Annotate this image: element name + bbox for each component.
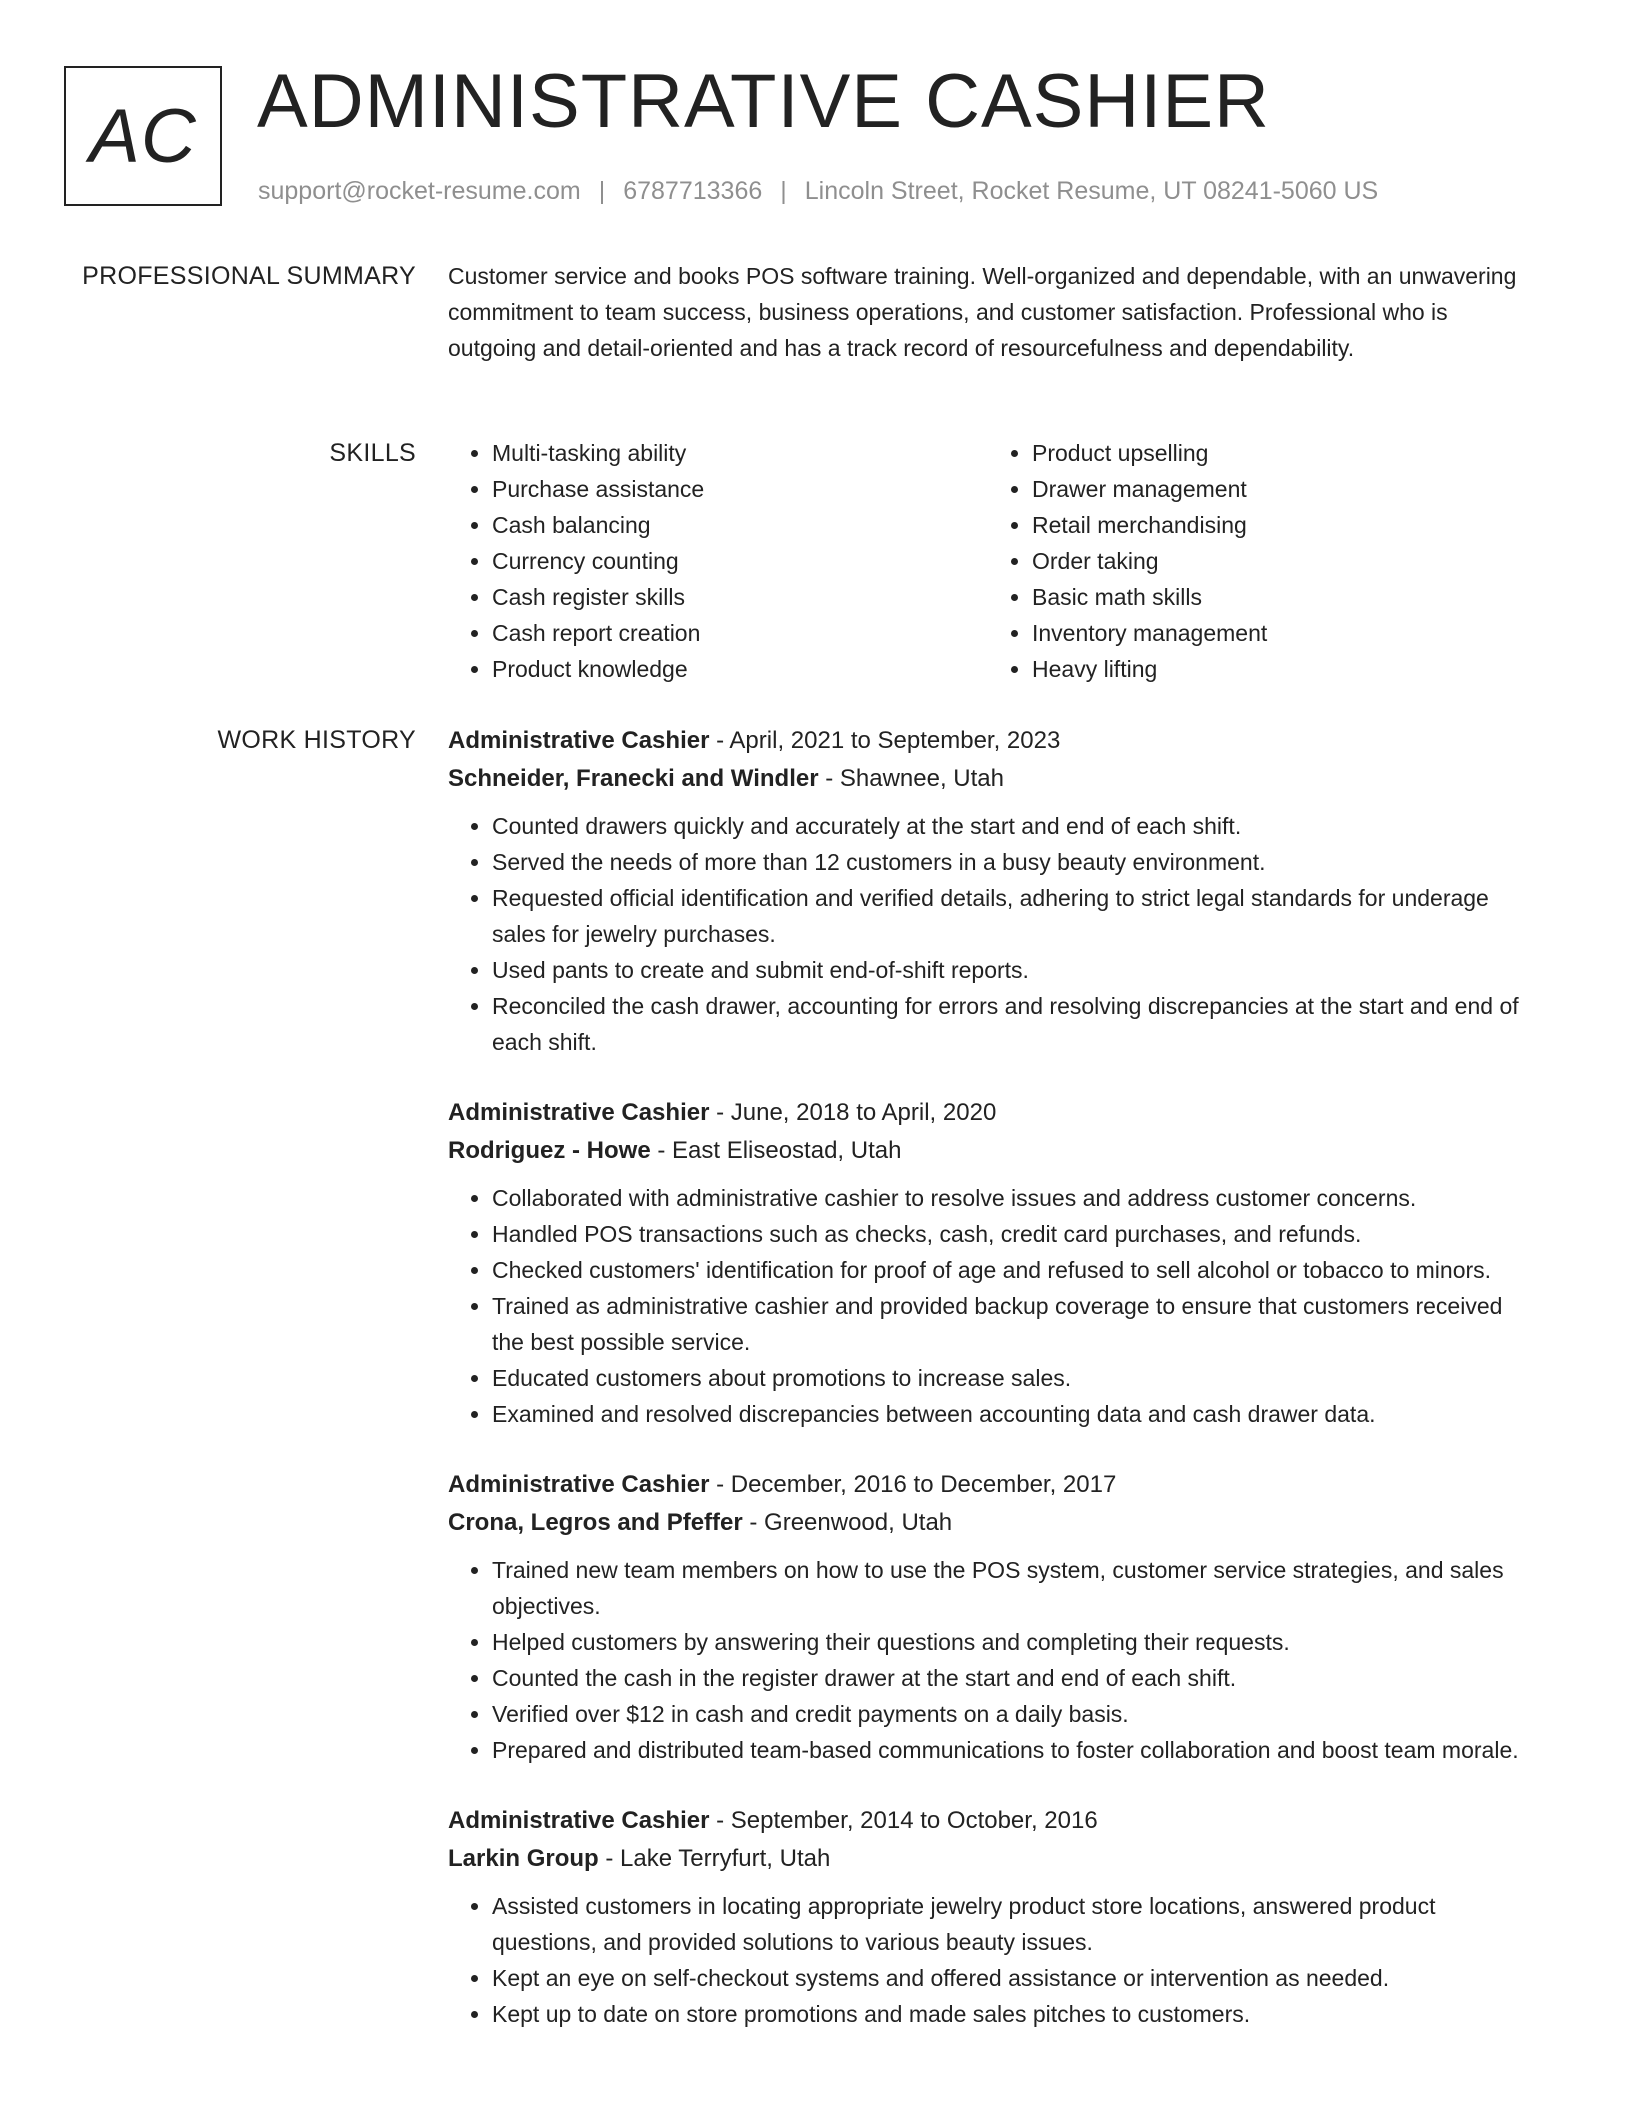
job-bullet: • Examined and resolved discrepancies between accounting data and cash drawer data. [492,1396,1528,1432]
job-bullet: • Served the needs of more than 12 customers in a busy beauty environment. [492,844,1528,880]
job-bullets [448,808,1528,1060]
skill-item: • Multi-tasking ability [492,435,988,471]
job-company: Crona, Legros and Pfeffer [448,1509,743,1536]
skill-item: • Cash report creation [492,615,988,651]
contact-email: support@rocket-resume.com [258,177,581,205]
job-title-line [448,722,1528,760]
job-location: - Lake Terryfurt, Utah [598,1845,831,1872]
job-entry [448,722,1528,1060]
job-location: - East Eliseostad, Utah [650,1137,902,1164]
job-company-line [448,1840,1528,1878]
job-dates: - June, 2018 to April, 2020 [709,1099,997,1126]
work-history-heading: WORK HISTORY [217,726,416,754]
contact-address: Lincoln Street, Rocket Resume, UT 08241-5060 US [804,177,1379,205]
skill-item: • Cash register skills [492,579,988,615]
job-title: Administrative Cashier [448,727,710,754]
skill-item: • Product upselling [1032,435,1528,471]
job-location: - Shawnee, Utah [818,765,1004,792]
job-company: Larkin Group [448,1845,599,1872]
contact-phone: 6787713366 [623,177,763,205]
job-bullet: • Kept up to date on store promotions and made sales pitches to customers. [492,1996,1528,2032]
skill-item: • Heavy lifting [1032,651,1528,687]
job-title: Administrative Cashier [448,1807,710,1834]
job-bullet: • Kept an eye on self-checkout systems and offered assistance or intervention as needed. [492,1960,1528,1996]
job-dates: - April, 2021 to September, 2023 [709,727,1061,754]
monogram-badge [64,66,222,206]
job-bullet: • Used pants to create and submit end-of-shift reports. [492,952,1528,988]
contact-line [258,174,1378,208]
summary-text: Customer service and books POS software training. Well-organized and dependable, with an unwavering commitment to team success, business operations, and customer satisfaction. Professional who is outgoing and detail-oriented and has a track record of resourcefulness and dependability. [448,263,1517,361]
contact-separator: | [780,177,787,205]
skill-item: • Drawer management [1032,471,1528,507]
job-company-line [448,1132,1528,1170]
job-bullet: • Requested official identification and verified details, adhering to strict legal standards for underage sales for jewelry purchases. [492,880,1528,952]
skills-heading: SKILLS [329,439,416,467]
job-bullet: • Collaborated with administrative cashier to resolve issues and address customer concerns. [492,1180,1528,1216]
job-bullets [448,1888,1528,2032]
job-entry [448,1466,1528,1768]
job-bullet: • Trained new team members on how to use the POS system, customer service strategies, and sales objectives. [492,1552,1528,1624]
job-bullets [448,1180,1528,1432]
job-bullet: • Checked customers' identification for proof of age and refused to sell alcohol or tobacco to minors. [492,1252,1528,1288]
job-bullet: • Trained as administrative cashier and provided backup coverage to ensure that customers received the best possible service. [492,1288,1528,1360]
skill-item: • Inventory management [1032,615,1528,651]
job-title-line [448,1466,1528,1504]
job-title: Administrative Cashier [448,1099,710,1126]
job-bullet: • Prepared and distributed team-based communications to foster collaboration and boost team morale. [492,1732,1528,1768]
job-title: Administrative Cashier [448,1471,710,1498]
job-bullet: • Counted the cash in the register drawer at the start and end of each shift. [492,1660,1528,1696]
job-dates: - December, 2016 to December, 2017 [709,1471,1117,1498]
job-bullet: • Counted drawers quickly and accurately at the start and end of each shift. [492,808,1528,844]
job-company-line [448,760,1528,798]
job-dates: - September, 2014 to October, 2016 [709,1807,1098,1834]
resume-name: ADMINISTRATIVE CASHIER [257,59,1270,144]
work-history-list [448,722,1528,2066]
skills-list-left [448,435,988,687]
job-company-line [448,1504,1528,1542]
monogram-initials: AC [89,93,197,179]
job-location: - Greenwood, Utah [742,1509,953,1536]
job-bullet: • Handled POS transactions such as checks, cash, credit card purchases, and refunds. [492,1216,1528,1252]
skill-item: • Basic math skills [1032,579,1528,615]
job-bullet: • Assisted customers in locating appropriate jewelry product store locations, answered product questions, and provided solutions to various beauty issues. [492,1888,1528,1960]
contact-separator: | [598,177,606,205]
skill-item: • Purchase assistance [492,471,988,507]
job-bullet: • Verified over $12 in cash and credit payments on a daily basis. [492,1696,1528,1732]
summary-heading: PROFESSIONAL SUMMARY [82,262,416,290]
job-bullet: • Helped customers by answering their questions and completing their requests. [492,1624,1528,1660]
job-entry [448,1094,1528,1432]
skill-item: • Product knowledge [492,651,988,687]
job-title-line [448,1094,1528,1132]
skills-list-right [988,435,1528,687]
job-title-line [448,1802,1528,1840]
skill-item: • Cash balancing [492,507,988,543]
job-entry [448,1802,1528,2032]
job-company: Schneider, Franecki and Windler [448,765,819,792]
skill-item: • Currency counting [492,543,988,579]
job-bullet: • Educated customers about promotions to increase sales. [492,1360,1528,1396]
job-bullet: • Reconciled the cash drawer, accounting for errors and resolving discrepancies at the start and end of each shift. [492,988,1528,1060]
job-bullets [448,1552,1528,1768]
skill-item: • Retail merchandising [1032,507,1528,543]
skill-item: • Order taking [1032,543,1528,579]
job-company: Rodriguez - Howe [448,1137,651,1164]
